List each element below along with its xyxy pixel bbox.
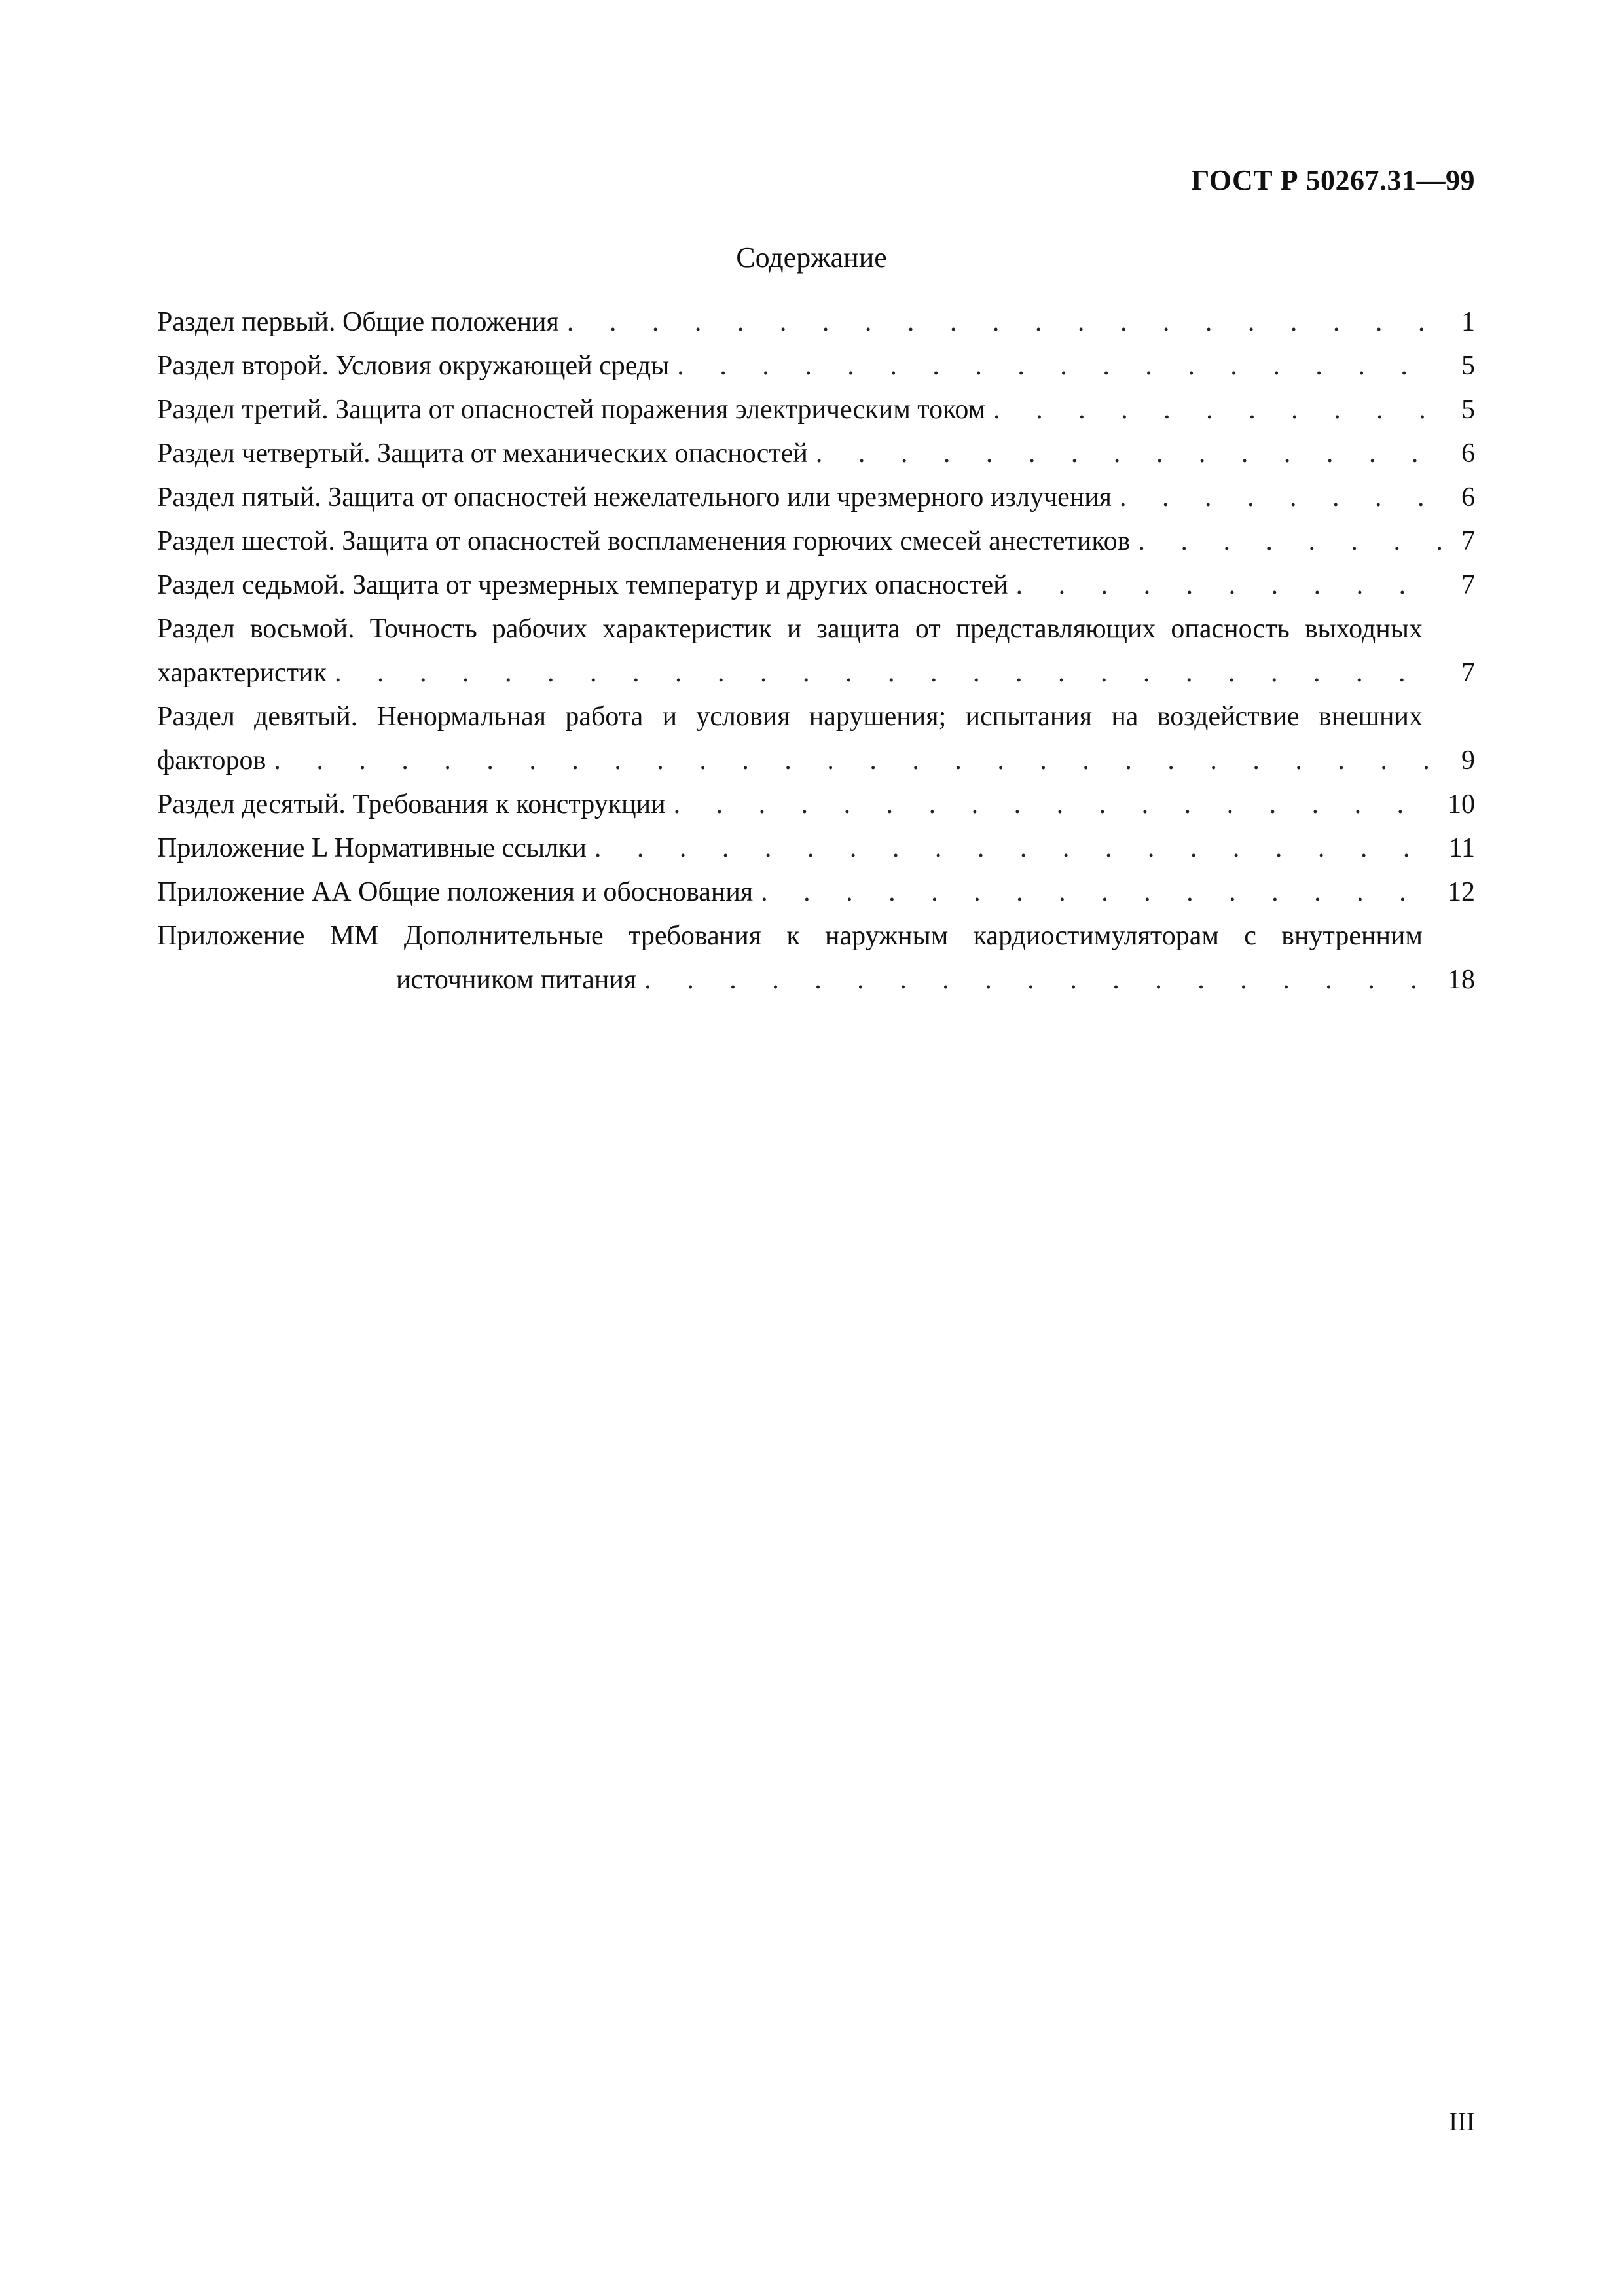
leader-dots bbox=[1120, 482, 1441, 513]
toc-entry-continuation[interactable] bbox=[157, 964, 1475, 1008]
toc-title: Содержание bbox=[736, 242, 887, 274]
toc-entry-label: Раздел шестой. Защита от опасностей воспламенения горючих смесей анестетиков bbox=[157, 526, 1131, 556]
toc-entry-page: 6 bbox=[1461, 439, 1475, 469]
toc-entry[interactable] bbox=[157, 350, 1475, 394]
leader-dots bbox=[674, 789, 1440, 820]
toc-entry-label: Раздел первый. Общие положения bbox=[157, 307, 559, 337]
leader-dots bbox=[993, 394, 1441, 425]
toc-entry[interactable] bbox=[157, 789, 1475, 833]
leader-dots bbox=[1139, 526, 1442, 557]
toc-entry-first-line[interactable] bbox=[157, 701, 1475, 745]
toc-entry-label: Приложение АА Общие положения и обоснования bbox=[157, 877, 754, 907]
toc-entry-label: Раздел девятый. Ненормальная работа и условия нарушения; испытания на воздействие внешних bbox=[157, 702, 1423, 732]
toc-entry[interactable] bbox=[157, 394, 1475, 438]
toc-entry-label: характеристик bbox=[157, 658, 327, 688]
toc-entry[interactable] bbox=[157, 833, 1475, 876]
leader-dots bbox=[1016, 569, 1441, 601]
toc-entry-label: факторов bbox=[157, 745, 266, 776]
toc-entry-label: Раздел десятый. Требования к конструкции bbox=[157, 789, 666, 819]
leader-dots bbox=[594, 833, 1441, 864]
leader-dots bbox=[761, 876, 1440, 908]
toc-entry-label: Раздел второй. Условия окружающей среды bbox=[157, 351, 670, 381]
toc-entry-label: Раздел седьмой. Защита от чрезмерных температур и других опасностей bbox=[157, 570, 1008, 600]
table-of-contents bbox=[157, 306, 1475, 1008]
leader-dots bbox=[274, 745, 1441, 776]
toc-entry-page: 10 bbox=[1448, 789, 1475, 819]
toc-entry-page: 7 bbox=[1461, 526, 1475, 556]
leader-dots bbox=[335, 657, 1441, 689]
leader-dots bbox=[567, 306, 1441, 338]
toc-entry-page: 6 bbox=[1461, 482, 1475, 512]
toc-entry-label: Раздел восьмой. Точность рабочих характеристик и защита от представляющих опасность выходных bbox=[157, 614, 1423, 644]
toc-entry-label: Раздел четвертый. Защита от механических опасностей bbox=[157, 439, 808, 469]
toc-entry-label: источником питания bbox=[396, 965, 637, 995]
toc-entry[interactable] bbox=[157, 526, 1475, 569]
toc-entry-page: 11 bbox=[1448, 833, 1475, 863]
toc-entry-page: 18 bbox=[1448, 965, 1475, 995]
toc-entry-page: 7 bbox=[1461, 658, 1475, 688]
document-code: ГОСТ Р 50267.31—99 bbox=[1191, 164, 1475, 196]
toc-entry[interactable] bbox=[157, 876, 1475, 920]
toc-entry-page: 5 bbox=[1461, 395, 1475, 425]
toc-entry[interactable] bbox=[157, 438, 1475, 482]
toc-entry[interactable] bbox=[157, 482, 1475, 526]
toc-entry[interactable] bbox=[157, 306, 1475, 350]
toc-entry-first-line[interactable] bbox=[157, 613, 1475, 657]
page-number: III bbox=[1449, 2107, 1475, 2136]
toc-entry-label: Раздел третий. Защита от опасностей поражения электрическим током bbox=[157, 395, 986, 425]
toc-entry-label: Приложение ММ Дополнительные требования к наружным кардиостимуляторам с внутренним bbox=[157, 921, 1423, 951]
toc-entry-first-line[interactable] bbox=[157, 920, 1475, 964]
leader-dots bbox=[644, 964, 1440, 996]
toc-entry-page: 1 bbox=[1461, 307, 1475, 337]
toc-entry-continuation[interactable] bbox=[157, 745, 1475, 789]
toc-entry-label: Приложение L Нормативные ссылки bbox=[157, 833, 587, 863]
toc-entry-page: 12 bbox=[1448, 877, 1475, 907]
toc-entry-page: 5 bbox=[1461, 351, 1475, 381]
toc-entry-continuation[interactable] bbox=[157, 657, 1475, 701]
toc-entry-page: 7 bbox=[1461, 570, 1475, 600]
leader-dots bbox=[816, 438, 1441, 469]
toc-entry[interactable] bbox=[157, 569, 1475, 613]
leader-dots bbox=[677, 350, 1441, 382]
toc-entry-label: Раздел пятый. Защита от опасностей нежелательного или чрезмерного излучения bbox=[157, 482, 1112, 512]
toc-entry-page: 9 bbox=[1461, 745, 1475, 776]
